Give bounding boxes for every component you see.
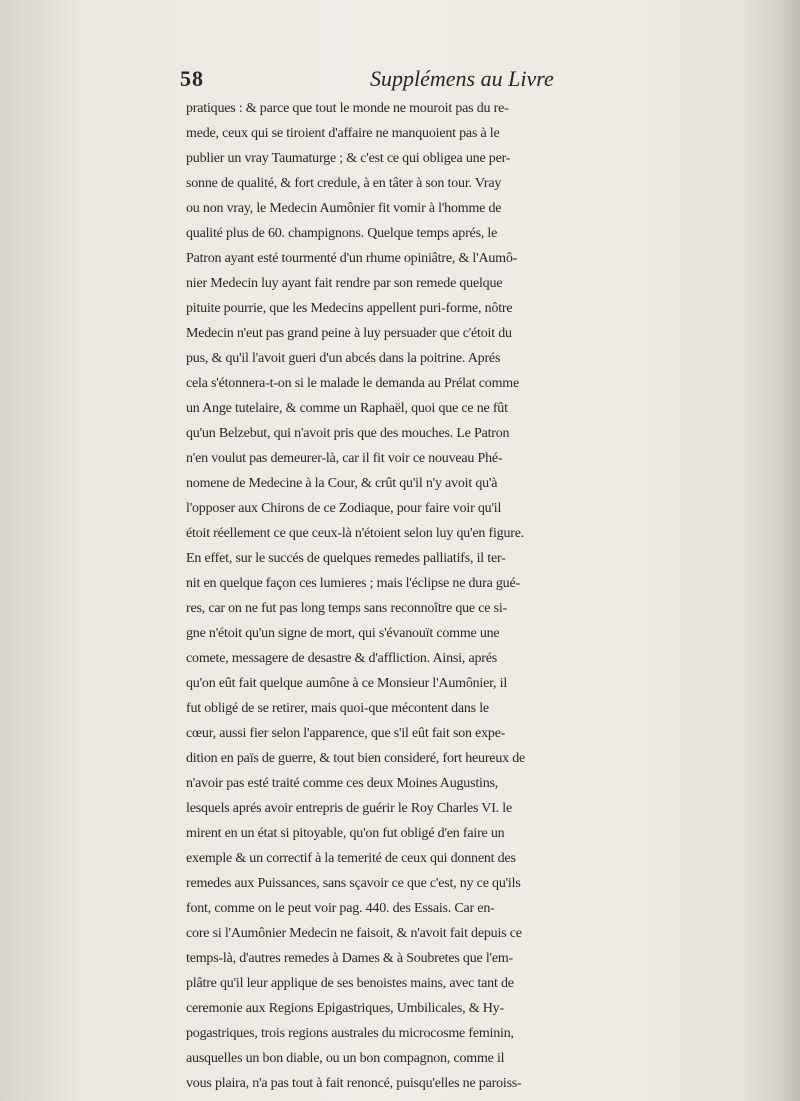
text-line: temps-là, d'autres remedes à Dames & à Soubretes que l'em- (186, 951, 513, 966)
text-line: Medecin n'eut pas grand peine à luy persuader que c'étoit du (186, 326, 512, 341)
text-line: l'opposer aux Chirons de ce Zodiaque, pour faire voir qu'il (186, 501, 502, 516)
text-line: fut obligé de se retirer, mais quoi-que mécontent dans le (186, 701, 489, 716)
text-line: n'avoir pas esté traité comme ces deux Moines Augustins, (186, 776, 499, 791)
text-line: cela s'étonnera-t-on si le malade le demanda au Prélat comme (186, 376, 519, 391)
text-line: un Ange tutelaire, & comme un Raphaël, quoi que ce ne fût (186, 401, 508, 416)
text-line: étoit réellement ce que ceux-là n'étoient selon luy qu'en figure. (186, 526, 525, 541)
text-line: dition en païs de guerre, & tout bien consideré, fort heureux de (186, 751, 526, 766)
text-line: comete, messagere de desastre & d'affliction. Ainsi, aprés (186, 651, 498, 666)
text-line: qualité plus de 60. champignons. Quelque temps aprés, le (186, 226, 498, 241)
text-line: En effet, sur le succés de quelques remedes palliatifs, il ter- (186, 551, 506, 566)
running-title: Supplémens au Livre (370, 66, 554, 91)
text-line: mede, ceux qui se tiroient d'affaire ne manquoient pas à le (186, 126, 500, 141)
text-line: n'en voulut pas demeurer-là, car il fit voir ce nouveau Phé- (186, 451, 503, 466)
text-line: sonne de qualité, & fort credule, à en tâter à son tour. Vray (186, 176, 502, 191)
text-line: pituite pourrie, que les Medecins appellent puri-forme, nôtre (186, 301, 513, 316)
text-line: exemple & un correctif à la temerité de ceux qui donnent des (186, 851, 516, 866)
text-line: font, comme on le peut voir pag. 440. des Essais. Car en- (186, 901, 495, 916)
text-line: cœur, aussi fier selon l'apparence, que s'il eût fait son expe- (186, 726, 506, 741)
page-number: 58 (180, 66, 204, 91)
text-line: ceremonie aux Regions Epigastriques, Umbilicales, & Hy- (186, 1001, 504, 1016)
text-line: qu'on eût fait quelque aumône à ce Monsieur l'Aumônier, il (186, 676, 508, 691)
text-line: mirent en un état si pitoyable, qu'on fut obligé d'en faire un (186, 826, 505, 841)
text-line: qu'un Belzebut, qui n'avoit pris que des mouches. Le Patron (186, 426, 510, 441)
text-line: pogastriques, trois regions australes du microcosme feminin, (186, 1026, 514, 1041)
text-line: pus, & qu'il l'avoit gueri d'un abcés dans la poitrine. Aprés (186, 351, 501, 366)
text-line: nier Medecin luy ayant fait rendre par son remede quelque (186, 276, 503, 291)
text-line: nomene de Medecine à la Cour, & crût qu'il n'y avoit qu'à (186, 476, 498, 491)
text-line: ausquelles un bon diable, ou un bon compagnon, comme il (186, 1051, 505, 1066)
text-line: pratiques : & parce que tout le monde ne mouroit pas du re- (186, 101, 509, 116)
text-line: core si l'Aumônier Medecin ne faisoit, & n'avoit fait depuis ce (186, 926, 522, 941)
text-line: ou non vray, le Medecin Aumônier fit vomir à l'homme de (186, 201, 502, 216)
page-header (180, 66, 740, 96)
text-line: plâtre qu'il leur applique de ses benoistes mains, avec tant de (186, 976, 514, 991)
text-line: res, car on ne fut pas long temps sans reconnoître que ce si- (186, 601, 507, 616)
text-line: vous plaira, n'a pas tout à fait renoncé, puisqu'elles ne paroiss- (186, 1076, 522, 1091)
body-text (186, 96, 766, 1096)
text-line: publier un vray Taumaturge ; & c'est ce qui obligea une per- (186, 151, 511, 166)
text-line: nit en quelque façon ces lumieres ; mais l'éclipse ne dura gué- (186, 576, 520, 591)
text-line: remedes aux Puissances, sans sçavoir ce que c'est, ny ce qu'ils (186, 876, 521, 891)
text-line: gne n'étoit qu'un signe de mort, qui s'évanouït comme une (186, 626, 500, 641)
text-line: lesquels aprés avoir entrepris de guérir le Roy Charles VI. le (186, 801, 512, 816)
text-line: Patron ayant esté tourmenté d'un rhume opiniâtre, & l'Aumô- (186, 251, 518, 266)
